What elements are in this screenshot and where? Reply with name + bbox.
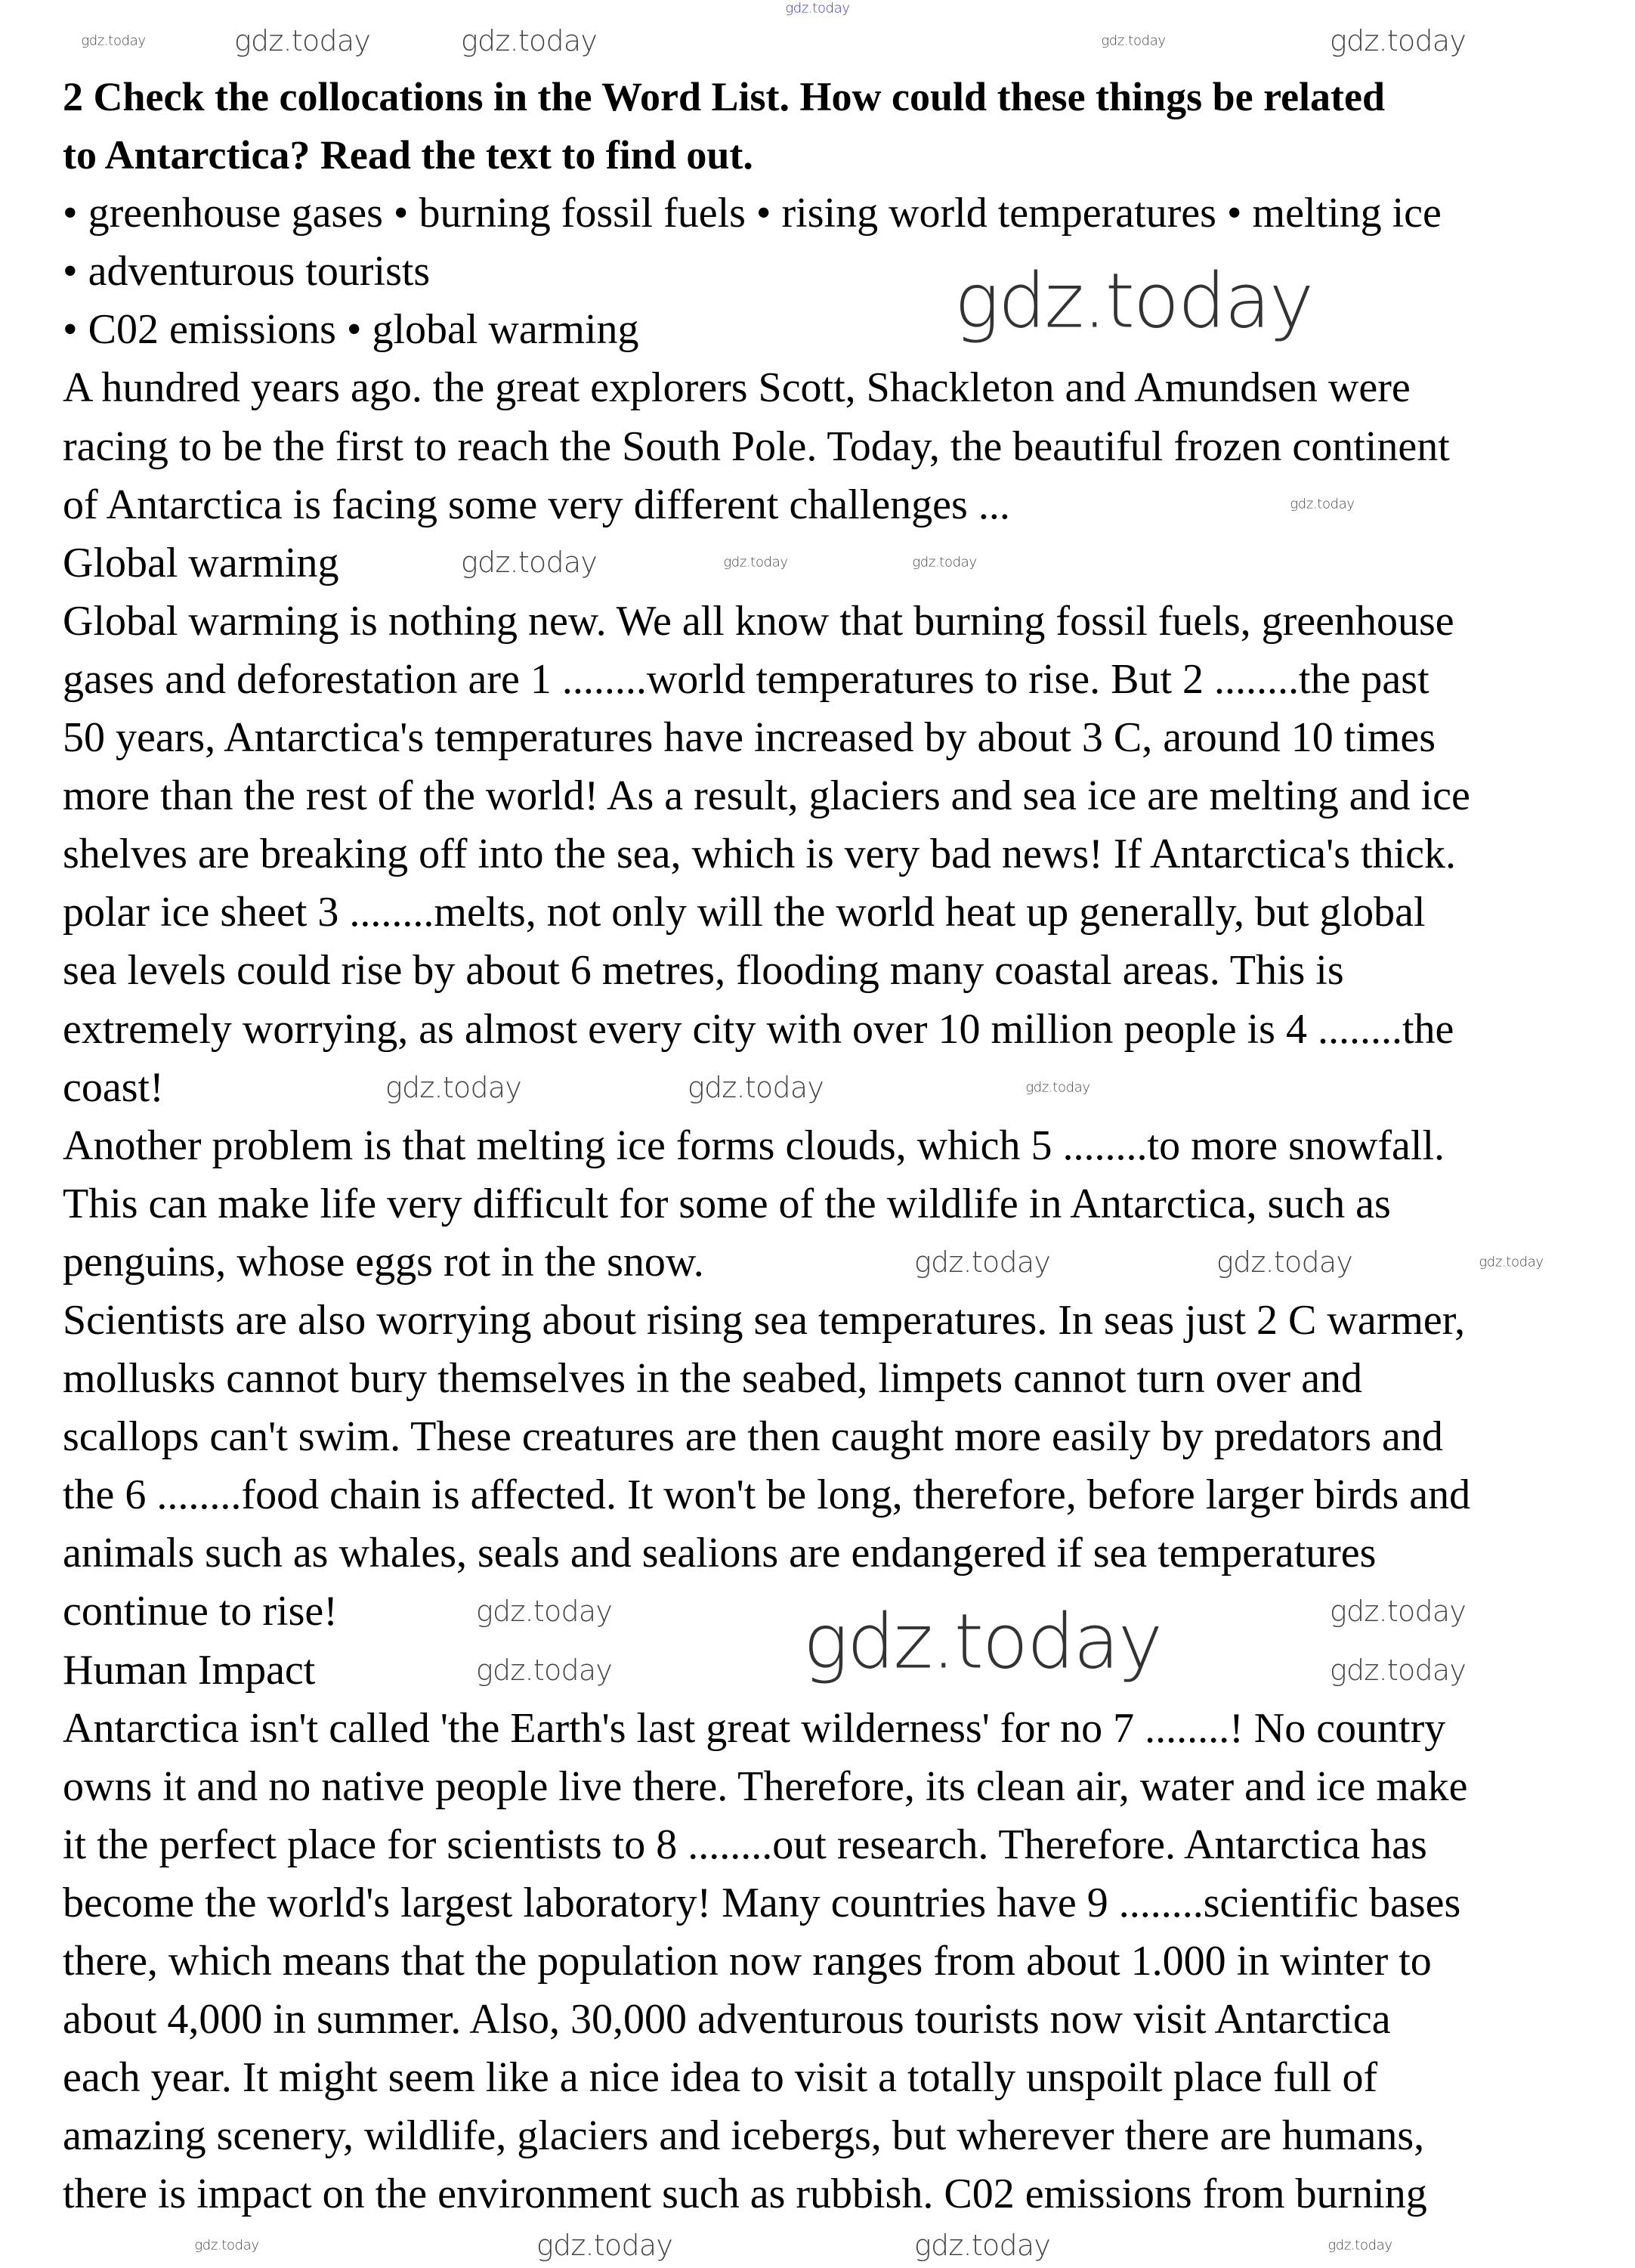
text-line: • greenhouse gases • burning fossil fuels • rising world temperatures • melting ice [63,190,1442,237]
text-line: more than the rest of the world! As a result, glaciers and sea ice are melting and ice [63,772,1470,820]
watermark: gdz.today [194,2237,259,2254]
watermark: gdz.today [233,24,371,58]
watermark: gdz.today [912,554,977,571]
text-line: mollusks cannot bury themselves in the seabed, limpets cannot turn over and [63,1355,1363,1403]
watermark: gdz.today [81,32,146,49]
text-line: extremely worrying, as almost every city with over 10 million people is 4 ........the [63,1005,1454,1053]
text-line: polar ice sheet 3 ........melts, not only will the world heat up generally, but global [63,889,1426,936]
watermark: gdz.today [536,2229,673,2263]
text-line: This can make life very difficult for some of the wildlife in Antarctica, such as [63,1180,1391,1227]
watermark: gdz.today [1329,24,1467,58]
text-line: shelves are breaking off into the sea, which is very bad news! If Antarctica's thick. [63,831,1457,878]
text-line: Human Impact [63,1646,316,1694]
watermark: gdz.today [1290,496,1355,512]
text-line: gases and deforestation are 1 ........world temperatures to rise. But 2 ........the past [63,655,1429,703]
watermark: gdz.today [1479,1254,1544,1270]
text-line: scallops can't swim. These creatures are then caught more easily by predators and [63,1413,1443,1461]
watermark: gdz.today [460,546,598,580]
text-line: about 4,000 in summer. Also, 30,000 adventurous tourists now visit Antarctica [63,1996,1391,2044]
watermark: gdz.today [802,1597,1162,1686]
watermark: gdz.today [687,1071,824,1105]
watermark: gdz.today [1329,1654,1467,1688]
text-line: 50 years, Antarctica's temperatures have increased by about 3 C, around 10 times [63,714,1436,762]
watermark: gdz.today [1327,2237,1392,2254]
text-line: coast! [63,1063,164,1111]
document-text [63,68,1470,2223]
text-line: Global warming is nothing new. We all know that burning fossil fuels, greenhouse [63,597,1454,645]
text-line: Another problem is that melting ice forms clouds, which 5 ........to more snowfall. [63,1122,1445,1169]
watermark: gdz.today [1329,1595,1467,1629]
text-line: sea levels could rise by about 6 metres, flooding many coastal areas. This is [63,947,1344,995]
text-line: • C02 emissions • global warming [63,306,639,354]
text-line: amazing scenery, wildlife, glaciers and icebergs, but wherever there are humans, [63,2112,1425,2160]
exercise-heading-line-1: 2 Check the collocations in the Word List. How could these things be related [63,74,1386,119]
text-line: continue to rise! [63,1588,338,1635]
text-line: each year. It might seem like a nice idea to visit a totally unspoilt place full of [63,2054,1378,2102]
text-line: Scientists are also worrying about rising sea temperatures. In seas just 2 C warmer, [63,1296,1466,1344]
text-line: there, which means that the population now ranges from about 1.000 in winter to [63,1938,1432,1985]
exercise-heading-line-2: to Antarctica? Read the text to find out. [63,132,753,178]
text-line: Antarctica isn't called 'the Earth's last great wilderness' for no 7 ........! No country [63,1704,1446,1752]
text-line: the 6 ........food chain is affected. It won't be long, therefore, before larger birds and [63,1471,1471,1519]
watermark: gdz.today [723,554,788,571]
text-line: of Antarctica is facing some very different challenges ... [63,481,1010,528]
text-line: racing to be the first to reach the South Pole. Today, the beautiful frozen continent [63,422,1450,470]
watermark: gdz.today [475,1654,613,1688]
watermark: gdz.today [953,256,1313,345]
watermark: gdz.today [385,1071,522,1105]
watermark: gdz.today [913,1245,1051,1279]
text-line: • adventurous tourists [63,248,431,295]
watermark: gdz.today [1101,32,1166,49]
text-line: Global warming [63,539,339,586]
watermark: gdz.today [475,1595,613,1629]
watermark: gdz.today [1216,1245,1353,1279]
text-line: owns it and no native people live there. Therefore, its clean air, water and ice make [63,1762,1468,1810]
text-line: become the world's largest laboratory! Many countries have 9 ........scientific bases [63,1879,1461,1926]
watermark: gdz.today [460,24,598,58]
watermark: gdz.today [913,2229,1051,2263]
text-line: there is impact on the environment such as rubbish. C02 emissions from burning [63,2171,1427,2218]
text-line: it the perfect place for scientists to 8 ........out research. Therefore. Antarctica has [63,1821,1427,1868]
text-line: A hundred years ago. the great explorers Scott, Shackleton and Amundsen were [63,364,1411,412]
watermark: gdz.today [785,0,850,17]
text-line: penguins, whose eggs rot in the snow. [63,1238,704,1286]
watermark: gdz.today [1025,1079,1090,1096]
text-line: animals such as whales, seals and sealions are endangered if sea temperatures [63,1530,1377,1577]
